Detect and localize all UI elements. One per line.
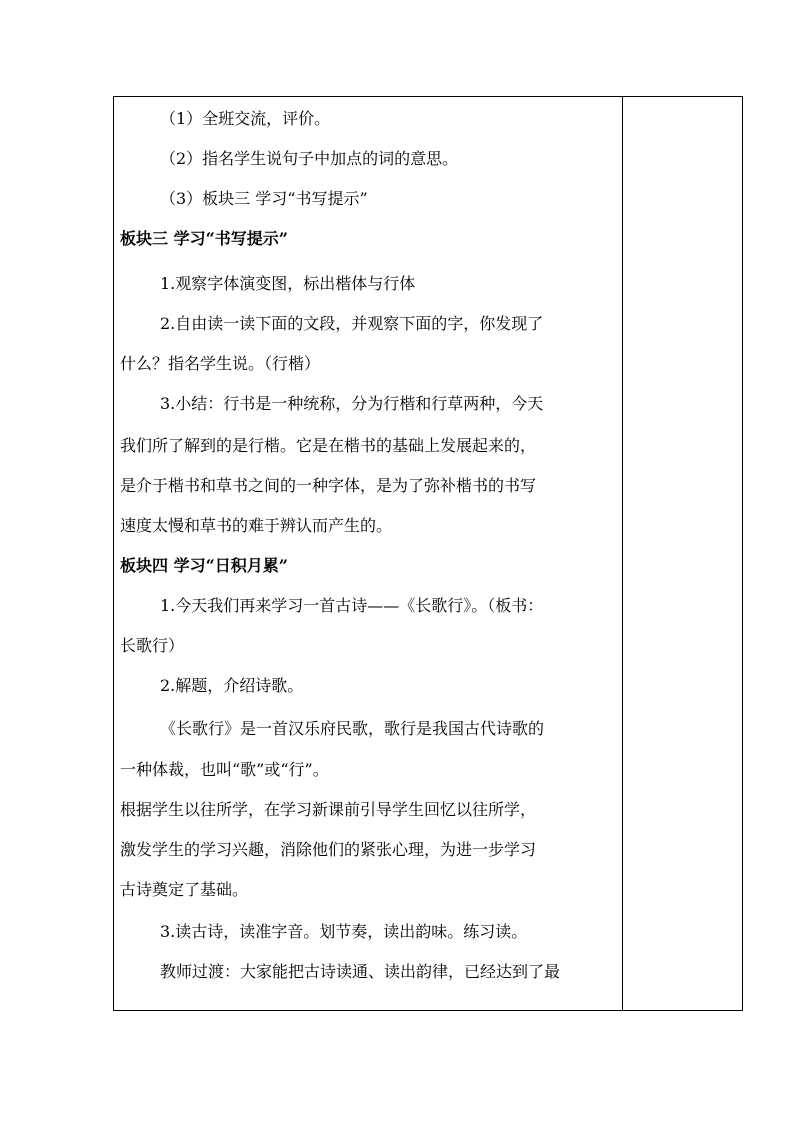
text-line: 1.今天我们再来学习一首古诗——《长歌行》。（板书： xyxy=(160,596,544,615)
text-line: 速度太慢和草书的难于辨认而产生的。 xyxy=(120,516,393,535)
text-line: （2）指名学生说句子中加点的词的意思。 xyxy=(160,149,459,168)
text-line: （3）板块三 学习“书写提示” xyxy=(160,189,368,208)
text-line: 1.观察字体演变图，标出楷体与行体 xyxy=(160,274,416,293)
text-line: 根据学生以往所学，在学习新课前引导学生回忆以往所学， xyxy=(120,800,537,819)
text-line: 3.小结：行书是一种统称，分为行楷和行草两种，今天 xyxy=(160,394,544,413)
text-line: 一种体裁，也叫“歌”或“行”。 xyxy=(120,760,329,779)
text-line: 什么？指名学生说。（行楷） xyxy=(120,354,321,373)
text-line: 我们所了解到的是行楷。它是在楷书的基础上发展起来的， xyxy=(120,436,537,455)
text-line: 2.解题，介绍诗歌。 xyxy=(160,676,304,695)
text-line: 教师过渡：大家能把古诗读通、读出韵律，已经达到了最 xyxy=(160,962,561,981)
text-line: 《长歌行》是一首汉乐府民歌，歌行是我国古代诗歌的 xyxy=(160,719,545,738)
lesson-content-cell xyxy=(114,97,620,1010)
section-heading: 板块四 学习“日积月累” xyxy=(120,556,288,575)
column-divider xyxy=(622,97,623,1010)
text-line: 2.自由读一读下面的文段，并观察下面的字，你发现了 xyxy=(160,314,544,333)
section-heading: 板块三 学习“书写提示” xyxy=(120,229,288,248)
text-line: 长歌行） xyxy=(120,636,185,655)
text-line: （1）全班交流，评价。 xyxy=(160,109,331,128)
lesson-table xyxy=(113,96,743,1011)
text-line: 古诗奠定了基础。 xyxy=(120,880,249,899)
text-line: 是介于楷书和草书之间的一种字体，是为了弥补楷书的书写 xyxy=(120,476,537,495)
text-line: 3.读古诗，读准字音。划节奏，读出韵味。练习读。 xyxy=(160,922,528,941)
text-line: 激发学生的学习兴趣，消除他们的紧张心理，为进一步学习 xyxy=(120,840,537,859)
